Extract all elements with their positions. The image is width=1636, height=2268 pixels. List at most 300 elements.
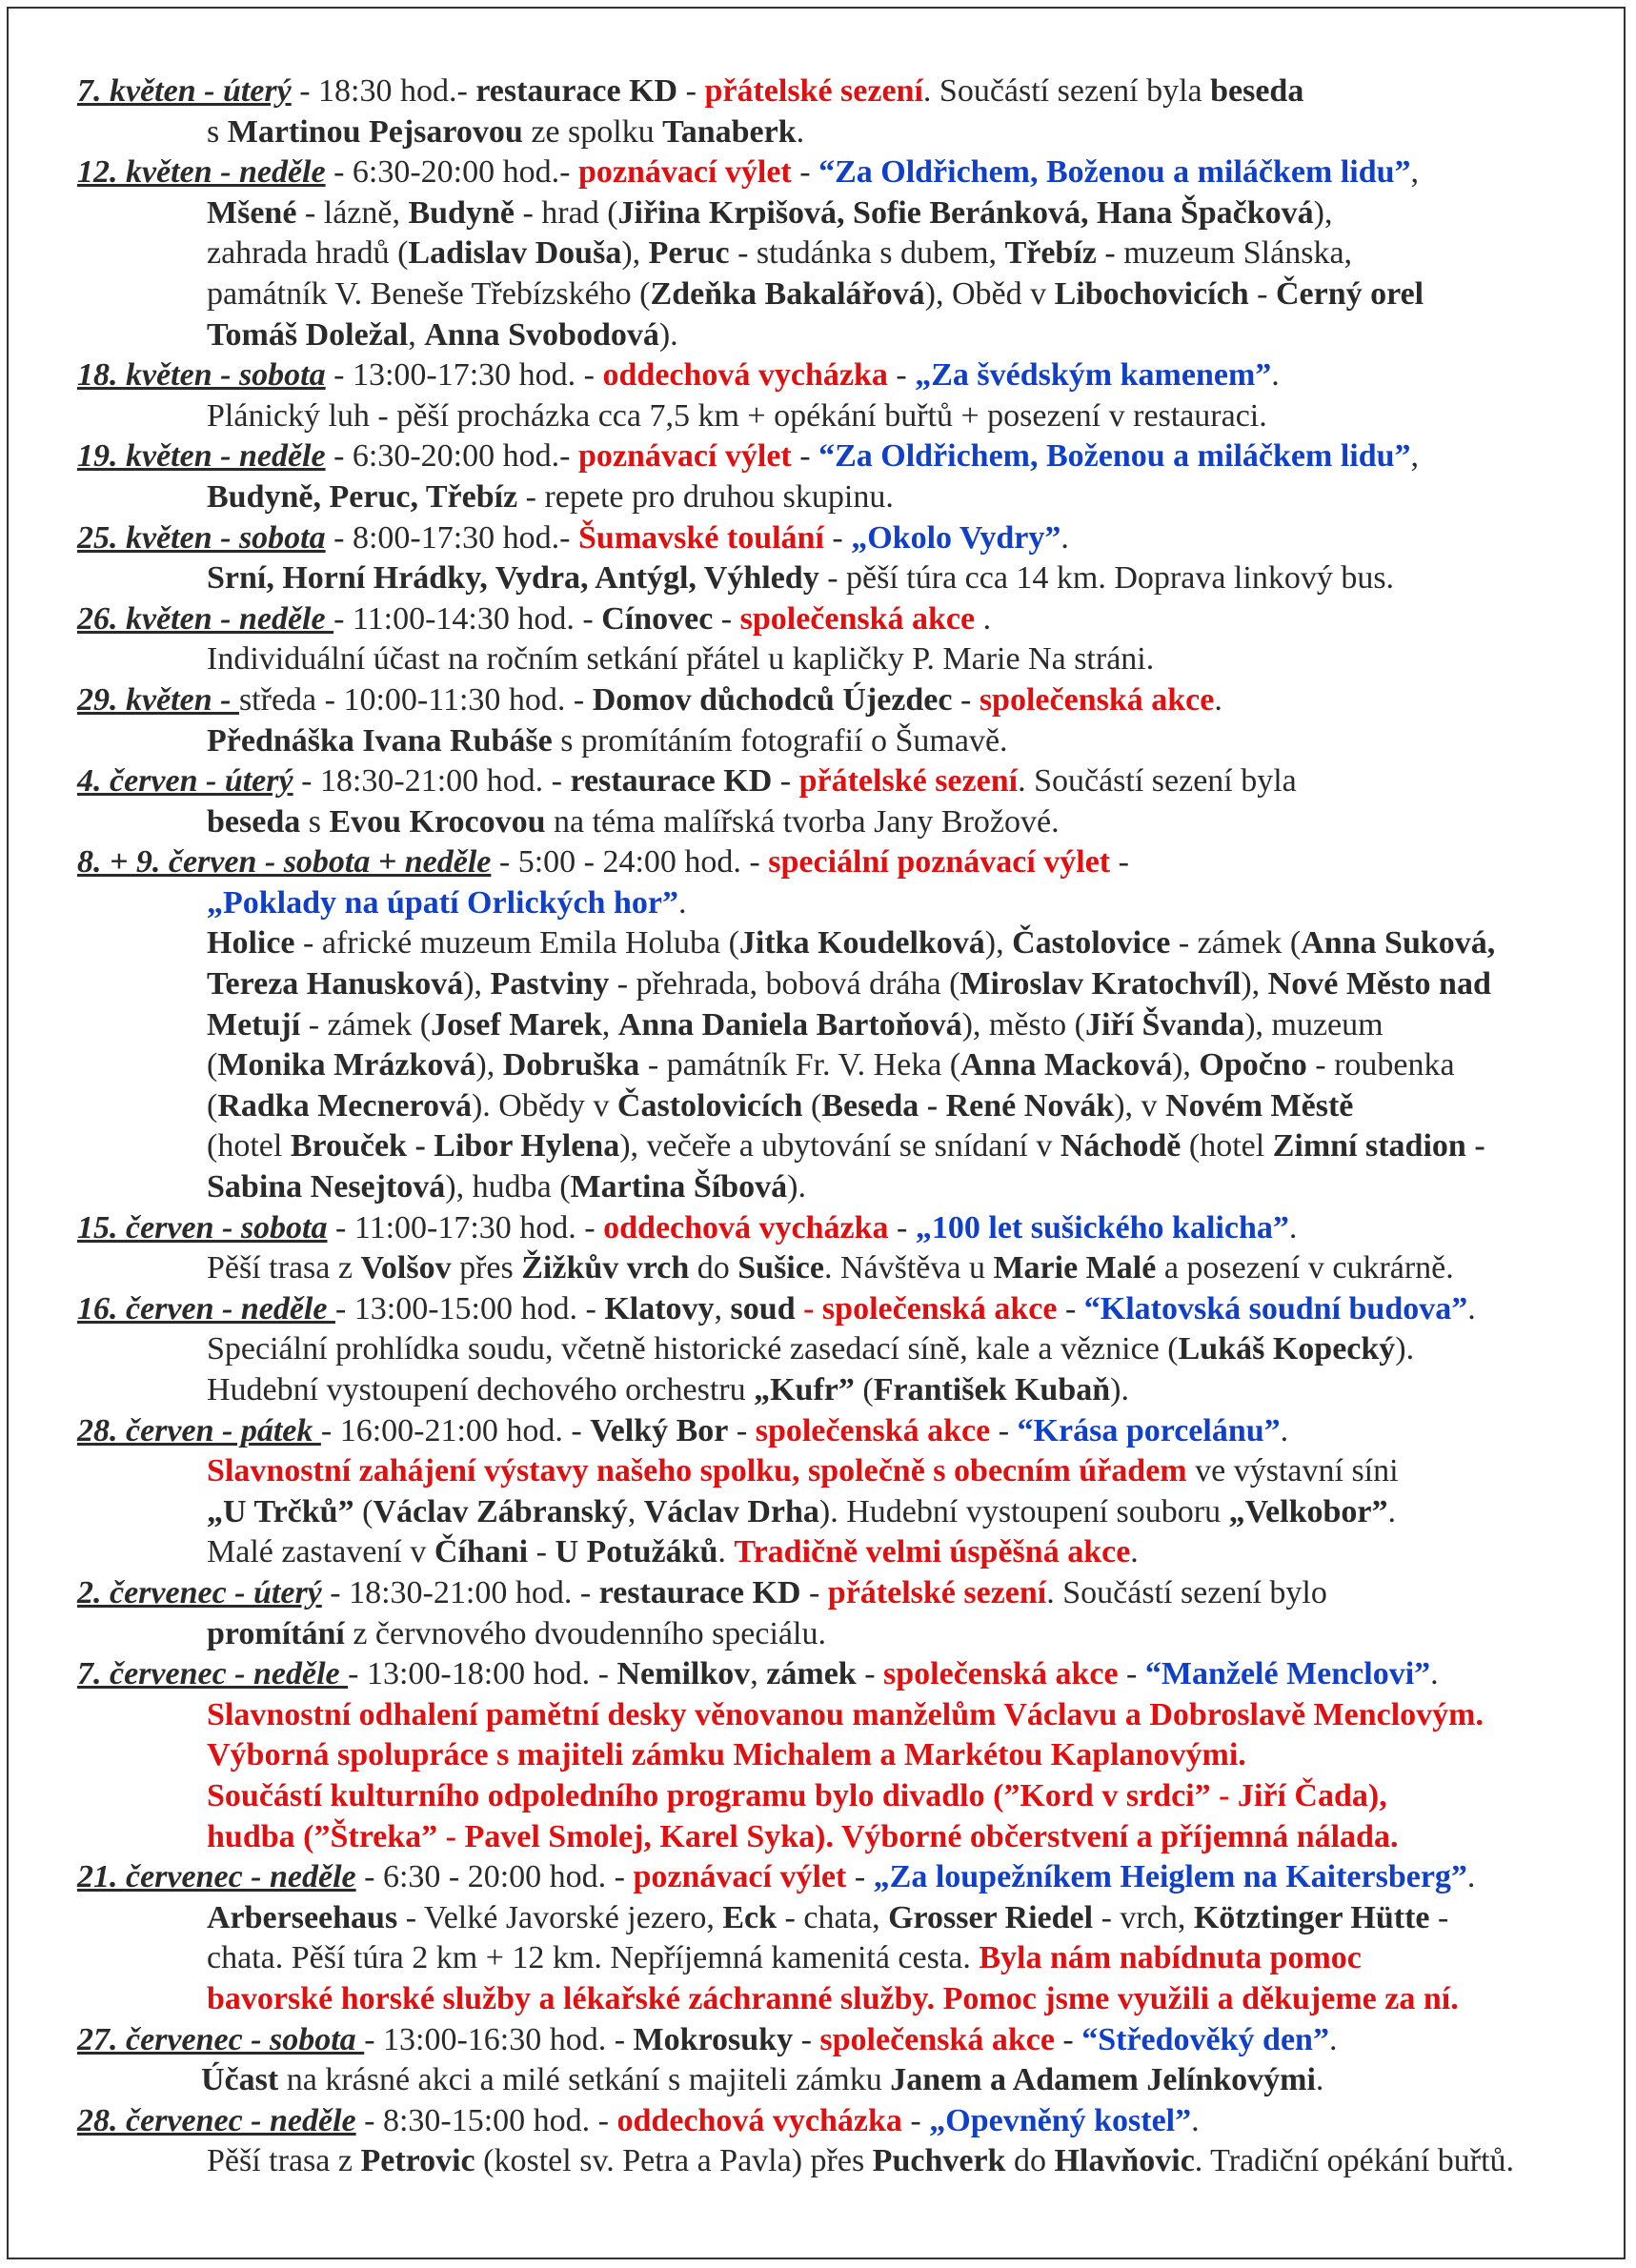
plain-text: - [1054, 2021, 1082, 2057]
highlight-red: přátelské sezení [704, 73, 923, 109]
event-date: 2. červenec - úterý [77, 1574, 322, 1610]
plain-text: - [952, 681, 980, 718]
bold-text: Václav Drha [643, 1493, 819, 1529]
plain-text: - [728, 1412, 756, 1448]
plain-text: . [1130, 1534, 1139, 1570]
bold-text: Josef Marek [431, 1006, 602, 1043]
plain-text: . [1430, 1656, 1439, 1692]
plain-text: ve výstavní síni [1186, 1453, 1399, 1489]
bold-text: Monika Mrázková [217, 1047, 476, 1083]
plain-text: s [300, 803, 330, 840]
title-blue: „Za loupežníkem Heiglem na Kaitersberg” [873, 1859, 1467, 1895]
text-line [77, 721, 1621, 762]
bold-text: Jiří Švanda [1084, 1006, 1245, 1043]
plain-text: , [1410, 154, 1420, 191]
bold-text: „Velkobor” [1228, 1493, 1388, 1529]
text-line [77, 1979, 1621, 2020]
plain-text: . [1191, 2102, 1200, 2138]
plain-text: Pěší trasa z [207, 2143, 361, 2179]
plain-text: ). [1110, 1372, 1129, 1407]
event-date: 16. červen - neděle [77, 1290, 335, 1326]
plain-text: . [1315, 2062, 1324, 2098]
plain-text: - [791, 154, 819, 191]
plain-text: ), [1172, 1047, 1200, 1083]
plain-text: . Součástí sezení byla [922, 73, 1211, 109]
text-line [77, 1898, 1621, 1939]
plain-text: - [677, 73, 705, 109]
bold-text: Číhani [434, 1534, 529, 1570]
plain-text: - 11:00-14:30 hod. - [333, 600, 602, 637]
bold-text: Budyně, Peruc, Třebíz [207, 478, 518, 515]
plain-text: . [1466, 1859, 1476, 1895]
plain-text: - zámek ( [1170, 925, 1302, 962]
bold-text: Brouček - Libor Hylena [290, 1128, 620, 1164]
plain-text: ), [463, 966, 491, 1002]
text-line [77, 233, 1621, 274]
plain-text: - [1057, 1290, 1084, 1326]
bold-text: Budyně [408, 194, 515, 231]
bold-text: Dobruška [502, 1047, 640, 1083]
plain-text: do [689, 1250, 738, 1286]
plain-text: Malé zastavení v [207, 1534, 434, 1570]
plain-text: ), [475, 1047, 503, 1083]
plain-text: - Velké Javorské jezero, [397, 1899, 723, 1935]
bold-text: Žižkův vrch [521, 1250, 690, 1286]
plain-text: - vrch, [1093, 1899, 1194, 1935]
plain-text: ( [854, 1372, 874, 1407]
text-line [77, 1451, 1621, 1492]
text-line [77, 923, 1621, 964]
bold-text: restaurace KD [475, 73, 678, 109]
bold-text: Domov důchodců Újezdec [592, 681, 953, 718]
plain-text: ), [1241, 966, 1268, 1002]
plain-text: ), město ( [961, 1006, 1085, 1043]
text-line [77, 802, 1621, 843]
plain-text: ( [802, 1087, 822, 1124]
bold-text: Grosser Riedel [888, 1899, 1094, 1935]
highlight-red: poznávací výlet [577, 438, 792, 475]
bold-text: Klatovy [604, 1290, 715, 1326]
highlight-red: bavorské horské služby a lékařské záchranné služby. Pomoc jsme využili a děkujeme za ní. [207, 1980, 1459, 2016]
bold-text: Volšov [360, 1250, 452, 1286]
text-line [77, 639, 1621, 680]
plain-text: . [1328, 2021, 1338, 2057]
bold-text: Arberseehaus [207, 1899, 398, 1935]
bold-text: Účast [201, 2062, 279, 2098]
bold-text: Anna Svobodová [424, 316, 659, 353]
plain-text: , [1410, 438, 1420, 475]
bold-text: Nemilkov [616, 1656, 751, 1692]
plain-text: - [1429, 1899, 1449, 1935]
text-line [77, 1654, 1621, 1695]
bold-text: Anna Daniela Bartoňová [617, 1006, 962, 1043]
highlight-red: poznávací výlet [577, 154, 792, 191]
bold-text: Velký Bor [590, 1412, 729, 1448]
plain-text: - [772, 763, 799, 800]
title-blue: “Za Oldřichem, Boženou a miláčkem lidu” [818, 154, 1411, 191]
plain-text: - africké muzeum Emila Holuba ( [294, 925, 739, 962]
text-line [77, 1614, 1621, 1655]
plain-text: . [1214, 681, 1222, 718]
plain-text: , [714, 1290, 731, 1326]
text-line [77, 2020, 1621, 2061]
text-line [77, 193, 1621, 234]
bold-text: Novém Městě [1165, 1087, 1354, 1124]
plain-text: - [1118, 1656, 1145, 1692]
highlight-red: Byla nám nabídnuta pomoc [979, 1940, 1362, 1976]
bold-text: beseda [207, 803, 301, 840]
plain-text: - přehrada, bobová dráha ( [609, 966, 960, 1002]
text-line [77, 274, 1621, 315]
event-date: 4. červen - úterý [77, 763, 293, 800]
bold-text: Petrovic [360, 2143, 475, 2179]
text-line [77, 1289, 1621, 1330]
plain-text: - 8:30-15:00 hod. - [355, 2102, 617, 2138]
bold-text: soud [730, 1290, 796, 1326]
highlight-red: oddechová vycházka [602, 357, 888, 394]
text-line [77, 1735, 1621, 1776]
plain-text: - repete pro druhou skupinu. [517, 478, 894, 515]
bold-text: Třebíz [1004, 235, 1097, 272]
plain-text: - [823, 519, 852, 556]
plain-text: ). [658, 316, 678, 353]
plain-text: - [846, 1859, 874, 1895]
bold-text: Holice [207, 925, 295, 962]
plain-text: ), muzeum [1244, 1006, 1384, 1043]
bold-text: František Kubaň [873, 1372, 1111, 1407]
plain-text: - [1248, 275, 1276, 312]
highlight-red: Slavnostní zahájení výstavy našeho spolku, společně s obecním úřadem [207, 1453, 1187, 1489]
plain-text: z červnového dvoudenního speciálu. [344, 1615, 826, 1651]
text-line [77, 1776, 1621, 1817]
page-frame [7, 7, 1626, 2259]
text-line [77, 2101, 1621, 2142]
bold-text: Mokrosuky [633, 2021, 794, 2057]
text-line [77, 1126, 1621, 1167]
plain-text: . [796, 113, 805, 150]
text-line [77, 1411, 1621, 1452]
plain-text: - [887, 357, 916, 394]
plain-text: ), [621, 235, 649, 272]
highlight-red: hudba (”Štreka” - Pavel Smolej, Karel Syka). Výborné občerstvení a příjemná nálada. [207, 1818, 1399, 1854]
text-line [77, 1005, 1621, 1046]
plain-text: s [207, 113, 228, 150]
plain-text: . [717, 1534, 735, 1570]
bold-text: Cínovec [601, 600, 714, 637]
plain-text: - 13:00-18:00 hod. - [348, 1656, 617, 1692]
text-line [77, 2141, 1621, 2182]
plain-text: ( [353, 1493, 374, 1529]
bold-text: restaurace KD [598, 1574, 801, 1610]
plain-text: ), hudba ( [445, 1169, 571, 1205]
event-chronicle [77, 71, 1621, 2182]
title-blue: „Za švédským kamenem” [915, 357, 1272, 394]
plain-text: - studánka s dubem, [729, 235, 1005, 272]
plain-text: Plánický luh - pěší procházka cca 7,5 km + opékání buřtů + posezení v restauraci. [207, 397, 1267, 434]
event-date: 7. červenec - neděle [77, 1656, 349, 1692]
text-line [77, 599, 1621, 640]
plain-text: ). Hudební vystoupení souboru [818, 1493, 1229, 1529]
bold-text: beseda [1210, 73, 1304, 109]
bold-text: Černý orel [1275, 275, 1424, 312]
event-date: 18. květen - sobota [77, 357, 326, 394]
plain-text: - 8:00-17:30 hod.- [325, 519, 578, 556]
plain-text: Speciální prohlídka soudu, včetně historické zasedací síně, kale a věznice ( [207, 1331, 1179, 1367]
plain-text: . [975, 600, 992, 637]
plain-text: - 6:30-20:00 hod.- [325, 154, 578, 191]
bold-text: U Potužáků [555, 1534, 718, 1570]
highlight-red: Tradičně velmi úspěšná akce [734, 1534, 1131, 1570]
plain-text: - 6:30-20:00 hod.- [325, 438, 578, 475]
plain-text: ), [984, 925, 1013, 962]
text-line [77, 1248, 1621, 1289]
text-line [77, 1938, 1621, 1979]
text-line [77, 1695, 1621, 1736]
plain-text: - 16:00-21:00 hod. - [320, 1412, 591, 1448]
event-date: 19. květen - neděle [77, 438, 326, 475]
plain-text: - 6:30 - 20:00 hod. - [355, 1859, 634, 1895]
plain-text: . [1467, 1290, 1476, 1326]
highlight-red: poznávací výlet [633, 1859, 847, 1895]
bold-text: Hlavňovic [1054, 2143, 1195, 2179]
plain-text: Individuální účast na ročním setkání přátel u kapličky P. Marie Na stráni. [207, 641, 1155, 678]
bold-text: Srní, Horní Hrádky, Vydra, Antýgl, Výhledy [207, 560, 819, 597]
plain-text: ( [207, 1087, 218, 1124]
text-line [77, 1492, 1621, 1533]
plain-text: - [800, 1574, 828, 1610]
title-blue: „Okolo Vydry” [851, 519, 1061, 556]
event-date: 8. + 9. červen - sobota + neděle [77, 844, 492, 881]
plain-text: - muzeum Slánska, [1096, 235, 1353, 272]
text-line [77, 964, 1621, 1005]
plain-text: ). Obědy v [471, 1087, 617, 1124]
plain-text: - 18:30 hod.- [291, 73, 476, 109]
highlight-red: speciální poznávací výlet [768, 844, 1111, 881]
text-line [77, 152, 1621, 193]
bold-text: Jiřina Krpišová, Sofie Beránková, Hana Špačková [617, 194, 1314, 231]
event-date: 29. květen - [77, 681, 239, 718]
plain-text: - [856, 1656, 884, 1692]
title-blue: „100 let sušického kalicha” [915, 1209, 1289, 1245]
text-line [77, 1857, 1621, 1898]
text-line [77, 71, 1621, 112]
plain-text: chata. Pěší túra 2 km + 12 km. Nepříjemná kamenitá cesta. [207, 1940, 980, 1976]
plain-text: - [888, 1209, 916, 1245]
plain-text: ), v [1114, 1087, 1166, 1124]
plain-text: - 18:30-21:00 hod. - [293, 763, 571, 800]
plain-text: , [408, 316, 425, 353]
bold-text: promítání [207, 1615, 345, 1651]
plain-text: (hotel [207, 1128, 291, 1164]
event-date: 12. květen - neděle [77, 154, 326, 191]
text-line [77, 112, 1621, 153]
bold-text: Lukáš Kopecký [1178, 1331, 1396, 1367]
plain-text: ), večeře a ubytování se snídaní v [619, 1128, 1060, 1164]
event-date: 21. červenec - neděle [77, 1859, 356, 1895]
plain-text: - [791, 438, 819, 475]
plain-text: , [601, 1006, 618, 1043]
title-blue: “Za Oldřichem, Boženou a miláčkem lidu” [818, 438, 1411, 475]
highlight-red: společenská akce [819, 2021, 1055, 2057]
event-date: 28. červen - pátek [77, 1412, 321, 1448]
text-line [77, 558, 1621, 599]
bold-text: Janem a Adamem Jelínkovými [890, 2062, 1316, 2098]
bold-text: restaurace KD [570, 763, 773, 800]
event-date: 28. červenec - neděle [77, 2102, 356, 2138]
plain-text: (hotel [1181, 1128, 1273, 1164]
plain-text: středa - 10:00-11:30 hod. - [238, 681, 593, 718]
bold-text: Anna Macková [960, 1047, 1173, 1083]
bold-text: „Kufr” [754, 1372, 855, 1407]
text-line [77, 1208, 1621, 1249]
title-blue: „Poklady na úpatí Orlických hor” [207, 884, 678, 921]
text-line [77, 396, 1621, 437]
bold-text: Nové Město nad [1267, 966, 1491, 1002]
highlight-red: Šumavské toulání [578, 519, 824, 556]
plain-text: ze spolku [522, 113, 663, 150]
plain-text: do [1005, 2143, 1055, 2179]
plain-text: . [1271, 357, 1280, 394]
text-line [77, 2060, 1621, 2101]
event-date: 27. červenec - sobota [77, 2021, 365, 2057]
highlight-red: - společenská akce [803, 1290, 1058, 1326]
bold-text: Anna Suková, [1301, 925, 1496, 962]
plain-text: - 11:00-17:30 hod. - [327, 1209, 604, 1245]
plain-text [796, 1291, 804, 1326]
plain-text: památník V. Beneše Třebízského ( [207, 275, 651, 312]
text-line [77, 477, 1621, 518]
text-line [77, 436, 1621, 477]
bold-text: Libochovicích [1054, 275, 1249, 312]
plain-text: a posezení v cukrárně. [1156, 1250, 1454, 1286]
bold-text: Miroslav Kratochvíl [959, 966, 1242, 1002]
title-blue: “Krása porcelánu” [1017, 1412, 1281, 1448]
bold-text: Náchodě [1060, 1128, 1182, 1164]
plain-text: na krásné akci a milé setkání s majiteli zámku [278, 2062, 891, 2098]
highlight-red: společenská akce [979, 681, 1215, 718]
plain-text: - lázně, [296, 194, 409, 231]
bold-text: Častolovice [1012, 925, 1171, 962]
plain-text: - [901, 2102, 930, 2138]
bold-text: Marie Malé [993, 1250, 1157, 1286]
bold-text: Beseda - René Novák [821, 1087, 1115, 1124]
plain-text: - 13:00-16:30 hod. - [364, 2021, 634, 2057]
plain-text: - [528, 1534, 555, 1570]
bold-text: Peruc [648, 235, 730, 272]
highlight-red: oddechová vycházka [603, 1209, 889, 1245]
bold-text: Opočno [1199, 1047, 1307, 1083]
text-line [77, 1167, 1621, 1208]
bold-text: Přednáška Ivana Rubáše [207, 722, 553, 759]
highlight-red: přátelské sezení [827, 1574, 1047, 1610]
bold-text: Václav Zábranský [373, 1493, 628, 1529]
plain-text: - 5:00 - 24:00 hod. - [491, 844, 769, 881]
event-date: 15. červen - sobota [77, 1209, 328, 1245]
bold-text: Jitka Koudelková [738, 925, 985, 962]
text-line [77, 1329, 1621, 1370]
text-line [77, 842, 1621, 883]
plain-text: - [1110, 844, 1129, 881]
bold-text: Zdeňka Bakalářová [650, 275, 925, 312]
text-line [77, 355, 1621, 396]
plain-text: - hrad ( [514, 194, 618, 231]
plain-text: (kostel sv. Petra a Pavla) přes [475, 2143, 873, 2179]
plain-text: ). [787, 1169, 806, 1205]
plain-text: . Tradiční opékání buřtů. [1194, 2143, 1515, 2179]
title-blue: “Klatovská soudní budova” [1083, 1290, 1468, 1326]
plain-text: - zámek ( [300, 1006, 432, 1043]
highlight-red: společenská akce [883, 1656, 1119, 1692]
bold-text: Metují [207, 1006, 301, 1043]
bold-text: Pastviny [490, 966, 610, 1002]
plain-text: s promítáním fotografií o Šumavě. [552, 722, 1008, 759]
text-line [77, 1532, 1621, 1573]
title-blue: “Středověký den” [1081, 2021, 1329, 2057]
plain-text: na téma malířská tvorba Jany Brožové. [545, 803, 1060, 840]
plain-text: - památník Fr. V. Heka ( [639, 1047, 961, 1083]
highlight-red: Výborná spolupráce s majiteli zámku Michalem a Markétou Kaplanovými. [207, 1737, 1246, 1773]
plain-text: zahrada hradů ( [207, 235, 409, 272]
text-line [77, 883, 1621, 924]
plain-text: . [677, 884, 687, 921]
text-line [77, 1817, 1621, 1858]
plain-text: ), [1313, 194, 1333, 231]
plain-text: . Součástí sezení byla [1018, 763, 1297, 800]
bold-text: Sušice [737, 1250, 824, 1286]
bold-text: Martinou Pejsarovou [227, 113, 523, 150]
plain-text: - [713, 600, 740, 637]
text-line [77, 1086, 1621, 1127]
bold-text: Častolovicích [616, 1087, 803, 1124]
text-line [77, 680, 1621, 721]
bold-text: Ladislav Douša [408, 235, 622, 272]
plain-text: - 18:30-21:00 hod. - [321, 1574, 599, 1610]
bold-text: Mšené [207, 194, 297, 231]
text-line [77, 1573, 1621, 1614]
bold-text: Zimní stadion - [1272, 1128, 1485, 1164]
text-line [77, 1045, 1621, 1086]
plain-text: Pěší trasa z [207, 1250, 361, 1286]
plain-text: ), Oběd v [924, 275, 1055, 312]
plain-text: přes [451, 1250, 522, 1286]
plain-text: - pěší túra cca 14 km. Doprava linkový bus. [818, 560, 1395, 597]
plain-text: ). [1395, 1331, 1415, 1367]
text-line [77, 1370, 1621, 1411]
highlight-red: Slavnostní odhalení pamětní desky věnovanou manželům Václavu a Dobroslavě Menclovým. [207, 1696, 1484, 1732]
bold-text: Puchverk [872, 2143, 1006, 2179]
text-line [77, 761, 1621, 802]
title-blue: “Manželé Menclovi” [1144, 1656, 1431, 1692]
bold-text: Sabina Nesejtová [207, 1169, 446, 1205]
bold-text: Radka Mecnerová [217, 1087, 472, 1124]
bold-text: Tanaberk [662, 113, 797, 150]
plain-text: . Součástí sezení bylo [1046, 1574, 1327, 1610]
bold-text: Martina Šíbová [570, 1169, 788, 1205]
bold-text: Tomáš Doležal [207, 316, 409, 353]
bold-text: Tereza Hanusková [207, 966, 464, 1002]
plain-text: - chata, [777, 1899, 889, 1935]
plain-text: . [1060, 519, 1069, 556]
plain-text: . Návštěva u [823, 1250, 994, 1286]
plain-text: - 13:00-15:00 hod. - [334, 1290, 605, 1326]
bold-text: zámek [766, 1656, 857, 1692]
plain-text: - 13:00-17:30 hod. - [325, 357, 603, 394]
text-line [77, 315, 1621, 356]
highlight-red: společenská akce [755, 1412, 991, 1448]
plain-text: . [1280, 1412, 1289, 1448]
event-date: 25. květen - sobota [77, 519, 326, 556]
plain-text: ( [207, 1047, 218, 1083]
